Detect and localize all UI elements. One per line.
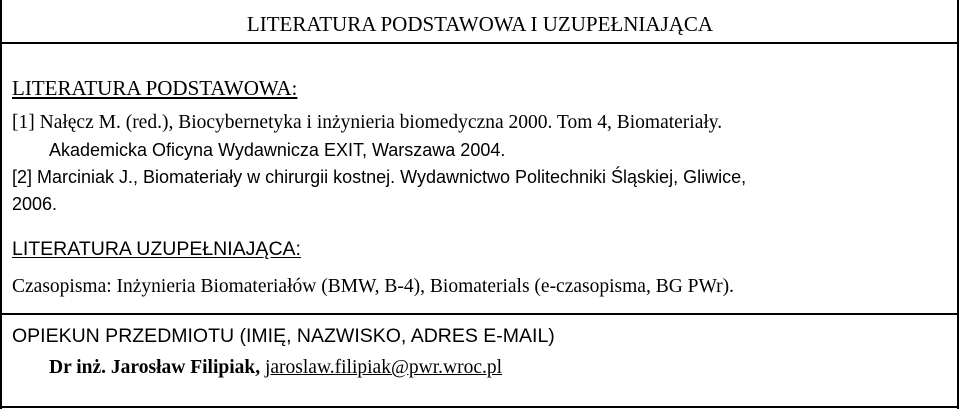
literature-row-bottom-border (0, 313, 959, 315)
table-right-border (957, 0, 959, 409)
table-left-border (0, 0, 2, 409)
supplementary-literature-heading: LITERATURA UZUPEŁNIAJĄCA: (12, 238, 301, 260)
basic-literature-heading: LITERATURA PODSTAWOWA: (12, 76, 298, 100)
title-row-bottom-border (0, 42, 959, 44)
supplementary-literature-text: Czasopisma: Inżynieria Biomateriałów (BMW, B-4), Biomaterials (e-czasopisma, BG PWr). (12, 276, 734, 297)
supervisor-name: Dr inż. Jarosław Filipiak, (49, 357, 261, 378)
document-title: LITERATURA PODSTAWOWA I UZUPEŁNIAJĄCA (246, 12, 714, 36)
basic-item-2-line-1: [2] Marciniak J., Biomateriały w chirurgii kostnej. Wydawnictwo Politechniki Śląskiej, Gliwice, (12, 167, 747, 187)
supervisor-heading: OPIEKUN PRZEDMIOTU (IMIĘ, NAZWISKO, ADRES E-MAIL) (12, 325, 555, 347)
basic-item-2-line-2: 2006. (12, 194, 58, 214)
basic-item-1-line-2: Akademicka Oficyna Wydawnicza EXIT, Warszawa 2004. (49, 140, 506, 160)
supervisor-line (49, 358, 502, 378)
basic-item-1-line-1: [1] Nałęcz M. (red.), Biocybernetyka i inżynieria biomedyczna 2000. Tom 4, Biomateriały. (12, 112, 723, 133)
table-bottom-border (0, 406, 959, 408)
supervisor-email-link[interactable]: jaroslaw.filipiak@pwr.wroc.pl (264, 357, 503, 378)
